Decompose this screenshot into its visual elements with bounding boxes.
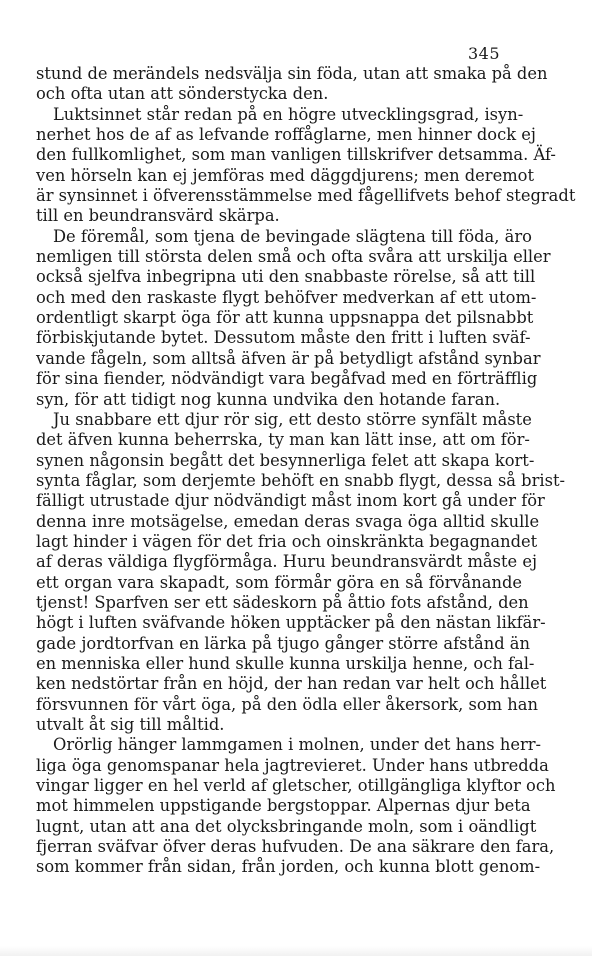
text-line: vande fågeln, som alltså äfven är på betydligt afstånd synbar [36,348,541,368]
text-line: också sjelfva inbegripna uti den snabbaste rörelse, så att till [36,267,536,287]
text-line: ett organ vara skapadt, som förmår göra en så förvånande [36,572,522,592]
text-line: syn, för att tidigt nog kunna undvika den hotande faran. [36,389,501,409]
text-line: synen någonsin begått det besynnerliga felet att skapa kort- [36,450,535,470]
text-line: fjerran sväfvar öfver deras hufvuden. De ana säkrare den fara, [36,837,555,857]
text-line: De föremål, som tjena de bevingade slägtena till föda, äro [53,226,532,246]
page-edge-shadow [0,946,592,956]
text-line: liga öga genomspanar hela jagtrevieret. Under hans utbredda [36,755,549,775]
body-text [36,64,576,878]
text-line: och ofta utan att sönderstycka den. [36,84,329,104]
text-line: förbiskjutande bytet. Dessutom måste den fritt i luften sväf- [36,328,531,348]
text-line: Luktsinnet står redan på en högre utvecklingsgrad, isyn- [53,104,524,124]
text-line: ordentligt skarpt öga för att kunna uppsnappa det pilsnabbt [36,308,534,328]
text-line: en menniska eller hund skulle kunna urskilja henne, och fal- [36,653,535,673]
text-line: som kommer från sidan, från jorden, och kunna blott genom- [36,857,541,877]
text-line: gade jordtorfvan en lärka på tjugo gånger större afstånd än [36,633,530,653]
text-line: till en beundransvärd skärpa. [36,206,280,226]
text-line: synta fåglar, som derjemte behöft en snabb flygt, dessa så brist- [36,470,565,490]
text-line: stund de merändels nedsvälja sin föda, utan att smaka på den [36,64,548,83]
text-line: högt i luften sväfvande höken upptäcker på den nästan likfär- [36,613,546,633]
text-line: nemligen till största delen små och ofta svåra att urskilja eller [36,247,551,267]
text-line: mot himmelen uppstigande bergstoppar. Alpernas djur beta [36,796,531,816]
text-line: nerhet hos de af as lefvande roffåglarne, men hinner dock ej [36,125,536,145]
text-line: för sina fiender, nödvändigt vara begåfvad med en förträfflig [36,369,538,389]
text-line: ven hörseln kan ej jemföras med däggdjurens; men deremot [36,165,535,185]
text-line: lugnt, utan att ana det olycksbringande moln, som i oändligt [36,816,537,836]
text-line: den fullkomlighet, som man vanligen tillskrifver detsamma. Äf- [36,145,556,165]
page-number: 345 [467,44,500,63]
text-line: och med den raskaste flygt behöfver medverkan af ett utom- [36,287,537,307]
text-line: försvunnen för vårt öga, på den ödla eller åkersork, som han [36,694,538,714]
text-line: Orörlig hänger lammgamen i molnen, under det hans herr- [53,735,542,755]
text-line: Ju snabbare ett djur rör sig, ett desto större synfält måste [53,409,532,429]
text-line: utvalt åt sig till måltid. [36,715,225,734]
text-line: tjenst! Sparfven ser ett sädeskorn på åttio fots afstånd, den [36,592,529,612]
text-line: vingar ligger en hel verld af gletscher, otillgängliga klyftor och [36,776,556,796]
text-line: ken nedstörtar från en höjd, der han redan var helt och hållet [36,674,547,694]
text-line: af deras väldiga flygförmåga. Huru beundransvärdt måste ej [36,552,538,572]
text-line: det äfven kunna beherrska, ty man kan lätt inse, att om för- [36,430,530,450]
text-line: lagt hinder i vägen för det fria och oinskränkta begagnandet [36,531,538,551]
text-line: är synsinnet i öfverensstämmelse med fågellifvets behof stegradt [36,186,576,206]
text-line: fälligt utrustade djur nödvändigt måst inom kort gå under för [36,491,545,511]
text-line: denna inre motsägelse, emedan deras svaga öga alltid skulle [36,511,540,531]
